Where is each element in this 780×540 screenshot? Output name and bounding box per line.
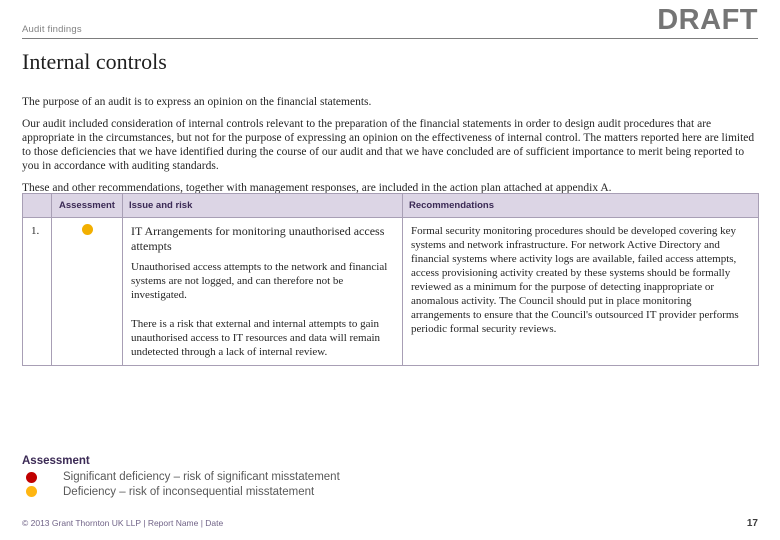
column-header-recommendations: Recommendations: [403, 194, 759, 218]
issue-title: IT Arrangements for monitoring unauthorised access attempts: [131, 224, 385, 253]
table-header-row: [23, 194, 759, 218]
column-header-assessment: Assessment: [52, 194, 123, 218]
intro-paragraphs: [22, 95, 758, 203]
footer-copyright: © 2013 Grant Thornton UK LLP | Report Name | Date: [22, 518, 224, 528]
red-dot-icon: [26, 472, 37, 483]
column-header-issue-and-risk: Issue and risk: [123, 194, 403, 218]
legend-item-deficiency: [22, 485, 340, 500]
header-divider: [22, 38, 758, 39]
assessment-cell: [52, 218, 123, 366]
column-header-number: [23, 194, 52, 218]
issue-risk-statement: There is a risk that external and internal attempts to gain unauthorised access to IT resources and data will remain undetected through a lack of internal review.: [131, 318, 381, 358]
legend-title: Assessment: [22, 455, 90, 467]
legend-item-label: Significant deficiency – risk of significant misstatement: [63, 471, 340, 484]
page-number: 17: [746, 518, 758, 529]
row-number: 1.: [23, 218, 52, 366]
findings-table: [22, 193, 759, 366]
intro-paragraph-3: These and other recommendations, together with management responses, are included in the action plan attached at appendix A.: [22, 182, 612, 194]
page-title: Internal controls: [22, 49, 167, 74]
intro-paragraph-1: The purpose of an audit is to express an opinion on the financial statements.: [22, 96, 372, 108]
recommendation-cell: Formal security monitoring procedures should be developed covering key systems and network infrastructure. For network Active Directory and financial systems where activity logs are available, failed access attempts, access provisioning activity created by these systems should be formally reviewed as a minimum for the purpose of detecting inappropriate or anomalous activity. The Council should put in place monitoring arrangements to ensure that the Council's outsourced IT provider performs periodic formal security reviews.: [403, 218, 759, 366]
breadcrumb: Audit findings: [22, 24, 82, 35]
amber-dot-icon: [26, 486, 37, 497]
issue-description: Unauthorised access attempts to the network and financial systems are not logged, and can therefore not be investigated.: [131, 261, 388, 301]
table-row: [23, 218, 759, 366]
issue-and-risk-cell: [123, 218, 403, 366]
draft-watermark: DRAFT: [657, 4, 758, 36]
assessment-legend: [22, 455, 340, 499]
legend-item-label: Deficiency – risk of inconsequential misstatement: [63, 485, 315, 498]
amber-assessment-dot-icon: [82, 224, 93, 235]
intro-paragraph-2: Our audit included consideration of internal controls relevant to the preparation of the financial statements in order to design audit procedures that are appropriate in the circumstances, but not for the purpose of expressing an opinion on the effectiveness of internal control. The matters reported here are limited to those deficiencies that we have identified during the course of our audit and that we have concluded are of sufficient importance to merit being reported to you in accordance with auditing standards.: [22, 118, 755, 172]
legend-item-significant-deficiency: [22, 470, 340, 485]
